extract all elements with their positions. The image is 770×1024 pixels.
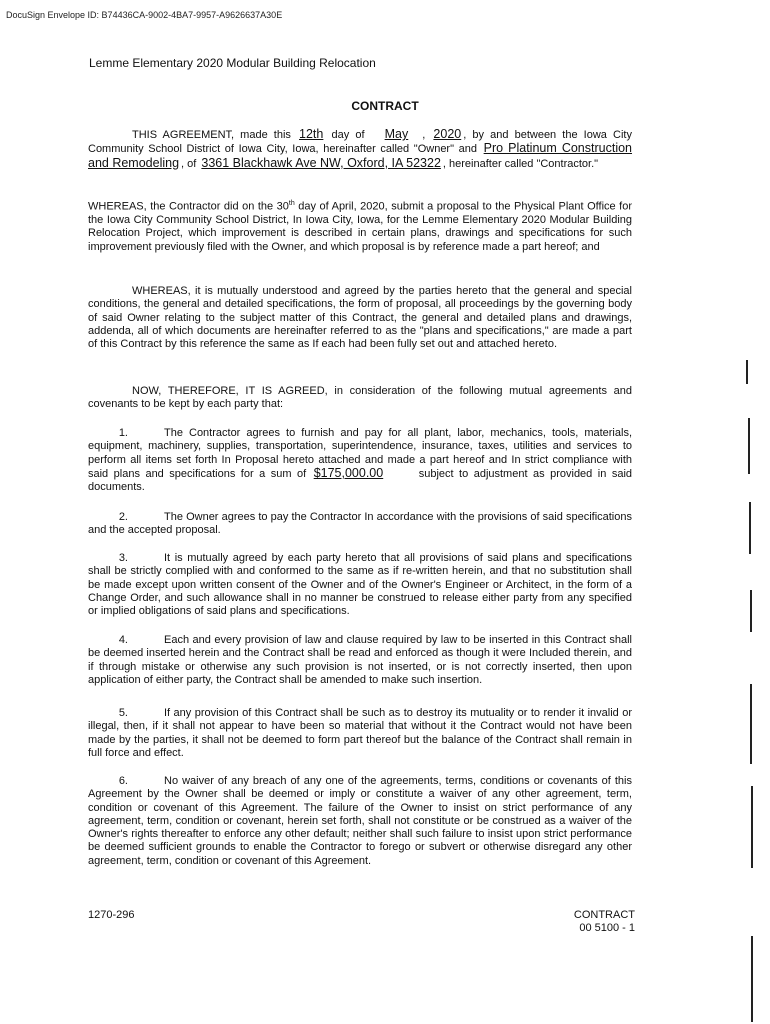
document-title: CONTRACT	[351, 99, 419, 113]
clause-3-text: It is mutually agreed by each party hereto that all provisions of said plans and specifications shall be strictly complied with and conformed to the same as if re-written herein, and that no substitution shall be made except upon written consent of the Owner and of the Owner's Engineer or Architect, in the form of a Change Order, and such allowance shall in no manner be construed to release either party from any specified or implied obligations of said plans and specifications.	[88, 552, 632, 618]
clause-3-number: 3.	[118, 552, 128, 564]
contractor-address: 3361 Blackhawk Ave NW, Oxford, IA 52322	[201, 155, 441, 170]
whereas-1-text-b: day of April, 2020, submit a proposal to the Physical Plant Office for the Iowa City Community School District, In Iowa City, Iowa, for the Lemme Elementary 2020 Modular Building Relocation Project, which improvement is described in certain plans, drawings and specifications for such improvement previously filed with the Owner, and which proposal is by reference made a part hereof; and	[88, 200, 632, 253]
agreement-text-6: , hereinafter called "Contractor."	[442, 157, 599, 170]
whereas-1-text-a: WHEREAS, the Contractor did on the 30	[88, 200, 289, 213]
agreement-day: 12th	[299, 127, 324, 141]
footer-page-number: 00 5100 - 1	[579, 922, 635, 934]
agreement-text-2: day of	[331, 129, 365, 141]
margin-mark	[751, 936, 753, 1022]
clause-4	[88, 634, 632, 687]
now-therefore	[88, 385, 632, 412]
clause-3	[88, 552, 632, 618]
footer-contract-label: CONTRACT	[573, 909, 635, 921]
clause-2-number: 2.	[118, 511, 128, 523]
clause-1-number: 1.	[118, 427, 128, 439]
clause-6	[88, 775, 632, 868]
agreement-paragraph	[88, 128, 632, 171]
section-footer	[560, 909, 635, 935]
margin-mark	[749, 502, 751, 554]
margin-mark	[746, 360, 748, 384]
contract-amount: $175,000.00	[313, 465, 384, 480]
whereas-2-text: WHEREAS, it is mutually understood and agreed by the parties hereto that the general and special conditions, the general and detailed specifications, the form of proposal, all proceedings by the governing body of said Owner relating to the subject matter of this Contract, the general and detailed plans and drawings, addenda, all of which documents are hereinafter referred to as the "plans and specifications," are made a part of this Contract by this reference the same as If each had been fully set out and attached hereto.	[88, 285, 632, 351]
clause-5-number: 5.	[118, 707, 128, 719]
clause-1	[88, 427, 632, 494]
clause-4-text: Each and every provision of law and clause required by law to be inserted in this Contract shall be deemed inserted herein and the Contract shall be read and enforced as though it were Included therein, and if through mistake or otherwise any such provision is not inserted, or is not correctly inserted, then upon application of either party, the Contract shall be amended to make such insertion.	[88, 634, 632, 686]
clause-1-text-b: subject to adjustment as provided in said documents.	[88, 467, 633, 494]
margin-mark	[748, 418, 750, 474]
agreement-month: May	[384, 127, 409, 141]
project-title: Lemme Elementary 2020 Modular Building Relocation	[89, 56, 376, 70]
clause-2-text: The Owner agrees to pay the Contractor In accordance with the provisions of said specifications and the accepted proposal.	[88, 511, 632, 537]
agreement-text-3: ,	[422, 129, 426, 141]
document-number: 1270-296	[88, 909, 135, 921]
clause-5-text: If any provision of this Contract shall be such as to destroy its mutuality or to render it invalid or illegal, then, if it shall not appear to have been so material that without it the Contract would not have been made by the parties, it shall not be deemed to form part thereof but the balance of the Contract shall remain in full force and effect.	[88, 707, 632, 759]
margin-mark	[751, 786, 753, 868]
envelope-id: DocuSign Envelope ID: B74436CA-9002-4BA7-9957-A9626637A30E	[6, 10, 283, 20]
agreement-text-1: THIS AGREEMENT, made this	[132, 129, 291, 141]
clause-2	[88, 511, 632, 538]
whereas-proposal	[88, 197, 632, 254]
agreement-text-4: , by and between the Iowa City Community School District of Iowa City, Iowa, hereinafter called "Owner" and	[88, 129, 632, 156]
margin-mark	[750, 684, 752, 764]
agreement-text-5: , of	[181, 157, 197, 170]
clause-6-number: 6.	[118, 775, 128, 787]
contractor-name: Pro Platinum Construction and Remodeling	[88, 141, 633, 170]
now-therefore-text: NOW, THEREFORE, IT IS AGREED, in consideration of the following mutual agreements and covenants to be kept by each party that:	[88, 385, 632, 411]
margin-mark	[750, 590, 752, 632]
whereas-1-sup: th	[288, 200, 295, 207]
agreement-year: 2020	[433, 127, 462, 141]
clause-4-number: 4.	[118, 634, 128, 646]
clause-5	[88, 707, 632, 760]
clause-6-text: No waiver of any breach of any one of the agreements, terms, conditions or covenants of this Agreement by the Owner shall be deemed or imply or constitute a waiver of any other agreement, term, condition or covenant of this Agreement. The failure of the Owner to insist on strict performance of any agreement, term, condition or covenant, herein set forth, shall not constitute or be construed as a waiver of the Owner's rights thereafter to enforce any other default; neither shall such failure to insist upon strict performance be deemed sufficient grounds to enable the Contractor to forego or subvert or otherwise disregard any other agreement, term, condition or covenant of this Agreement.	[88, 775, 632, 867]
clause-1-text: The Contractor agrees to furnish and pay for all plant, labor, mechanics, tools, materials, equipment, machinery, supplies, transportation, superintendence, insurance, taxes, utilities and services to perform all items set forth In Proposal hereto attached and made a part hereof and In strict compliance with said plans and specifications for a sum of	[88, 427, 632, 480]
whereas-plans	[88, 285, 632, 351]
